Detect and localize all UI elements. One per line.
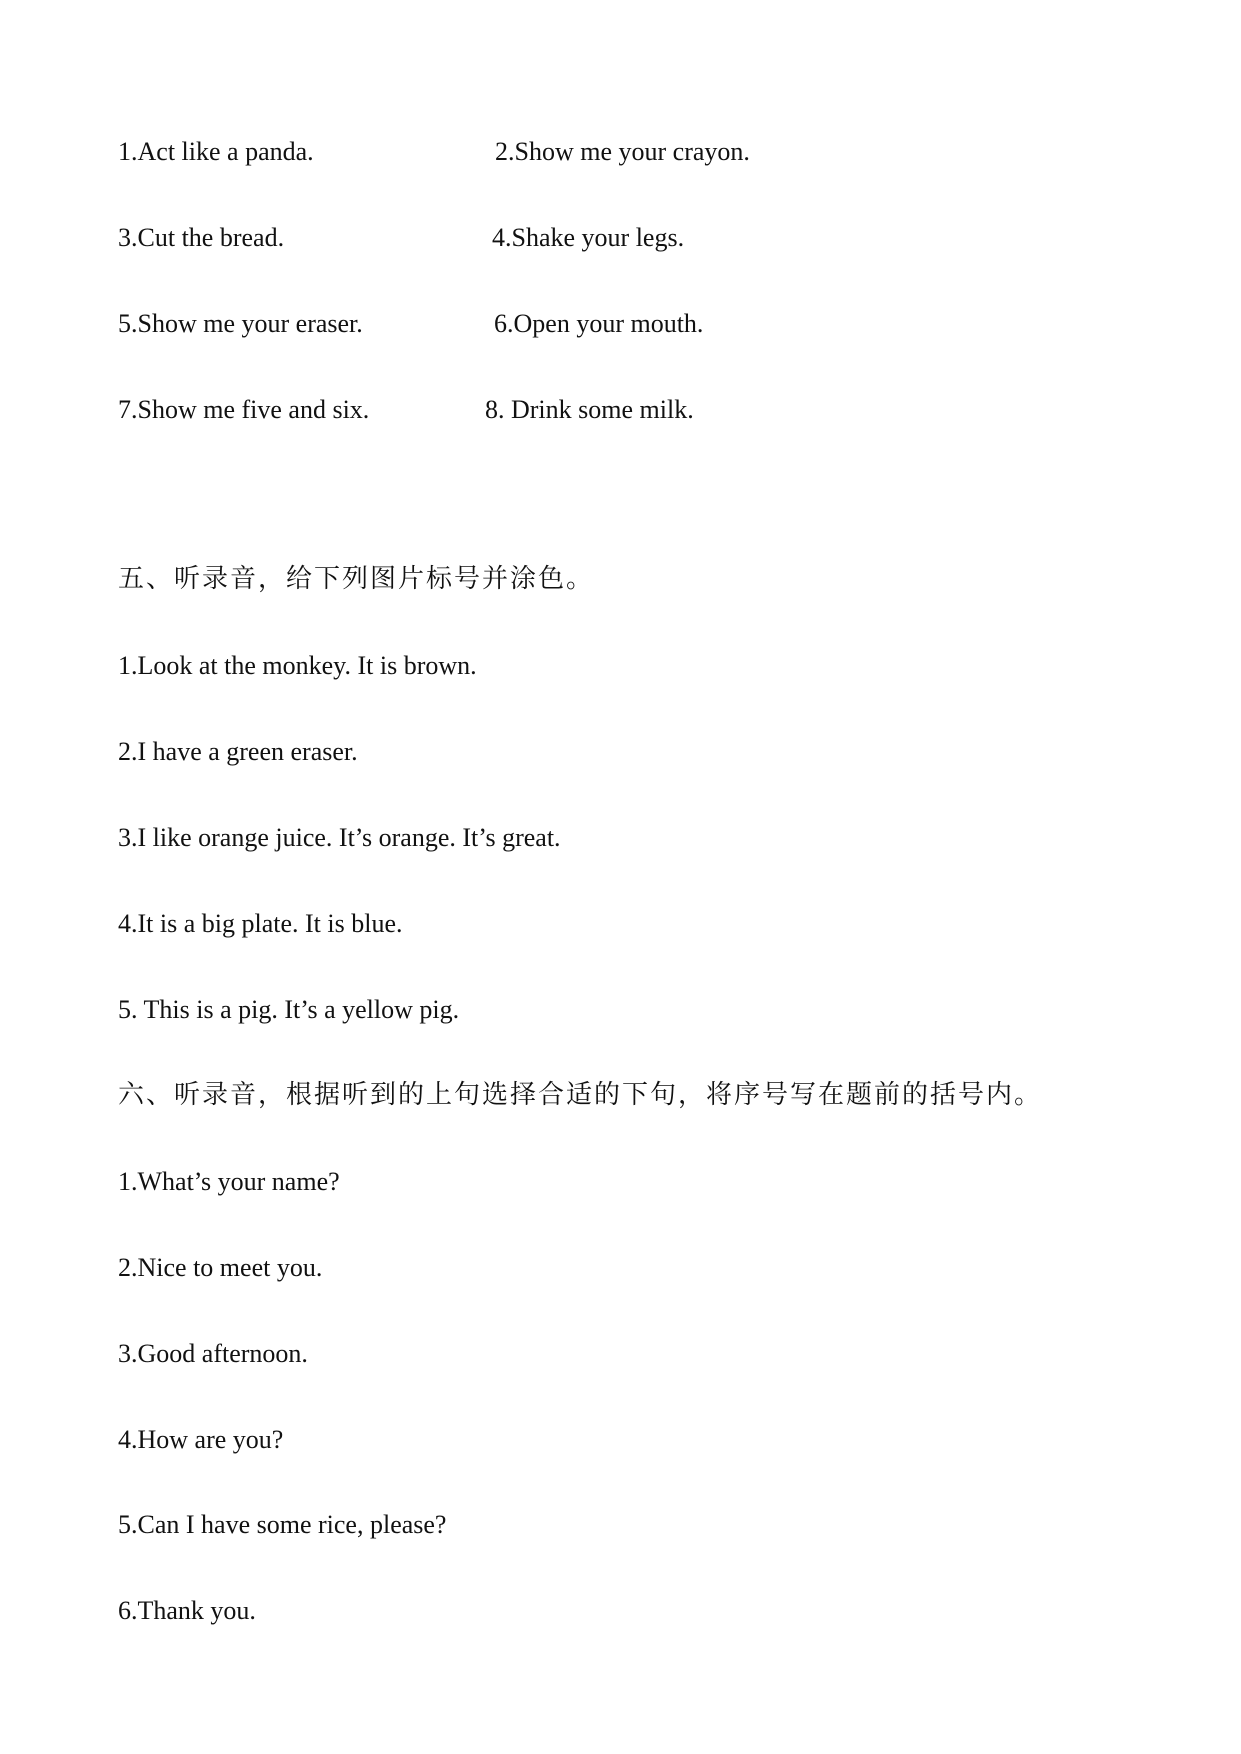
section-6-item-4: 4.How are you? [118,1425,284,1454]
instruction-item-7: 7.Show me five and six. [118,395,370,424]
section-5-item-2: 2.I have a green eraser. [118,737,358,766]
instruction-item-8: 8. Drink some milk. [485,395,694,424]
instruction-item-2: 2.Show me your crayon. [495,137,750,166]
section-5-item-1: 1.Look at the monkey. It is brown. [118,651,477,680]
instruction-item-1: 1.Act like a panda. [118,137,314,166]
section-6-item-2: 2.Nice to meet you. [118,1253,323,1282]
section-5-item-5: 5. This is a pig. It’s a yellow pig. [118,995,460,1024]
section-5-item-3: 3.I like orange juice. It’s orange. It’s great. [118,823,561,852]
section-6-item-1: 1.What’s your name? [118,1167,340,1196]
section-6-item-3: 3.Good afternoon. [118,1339,308,1368]
section-6-heading: 六、听录音，根据听到的上句选择合适的下句，将序号写在题前的括号内。 [118,1080,1043,1110]
section-6-item-6: 6.Thank you. [118,1596,256,1625]
instruction-item-6: 6.Open your mouth. [494,309,704,338]
instruction-item-5: 5.Show me your eraser. [118,309,363,338]
instruction-item-3: 3.Cut the bread. [118,223,285,252]
instruction-item-4: 4.Shake your legs. [492,223,685,252]
section-6-item-5: 5.Can I have some rice, please? [118,1510,447,1539]
section-5-heading: 五、听录音，给下列图片标号并涂色。 [118,564,595,594]
section-5-item-4: 4.It is a big plate. It is blue. [118,909,403,938]
